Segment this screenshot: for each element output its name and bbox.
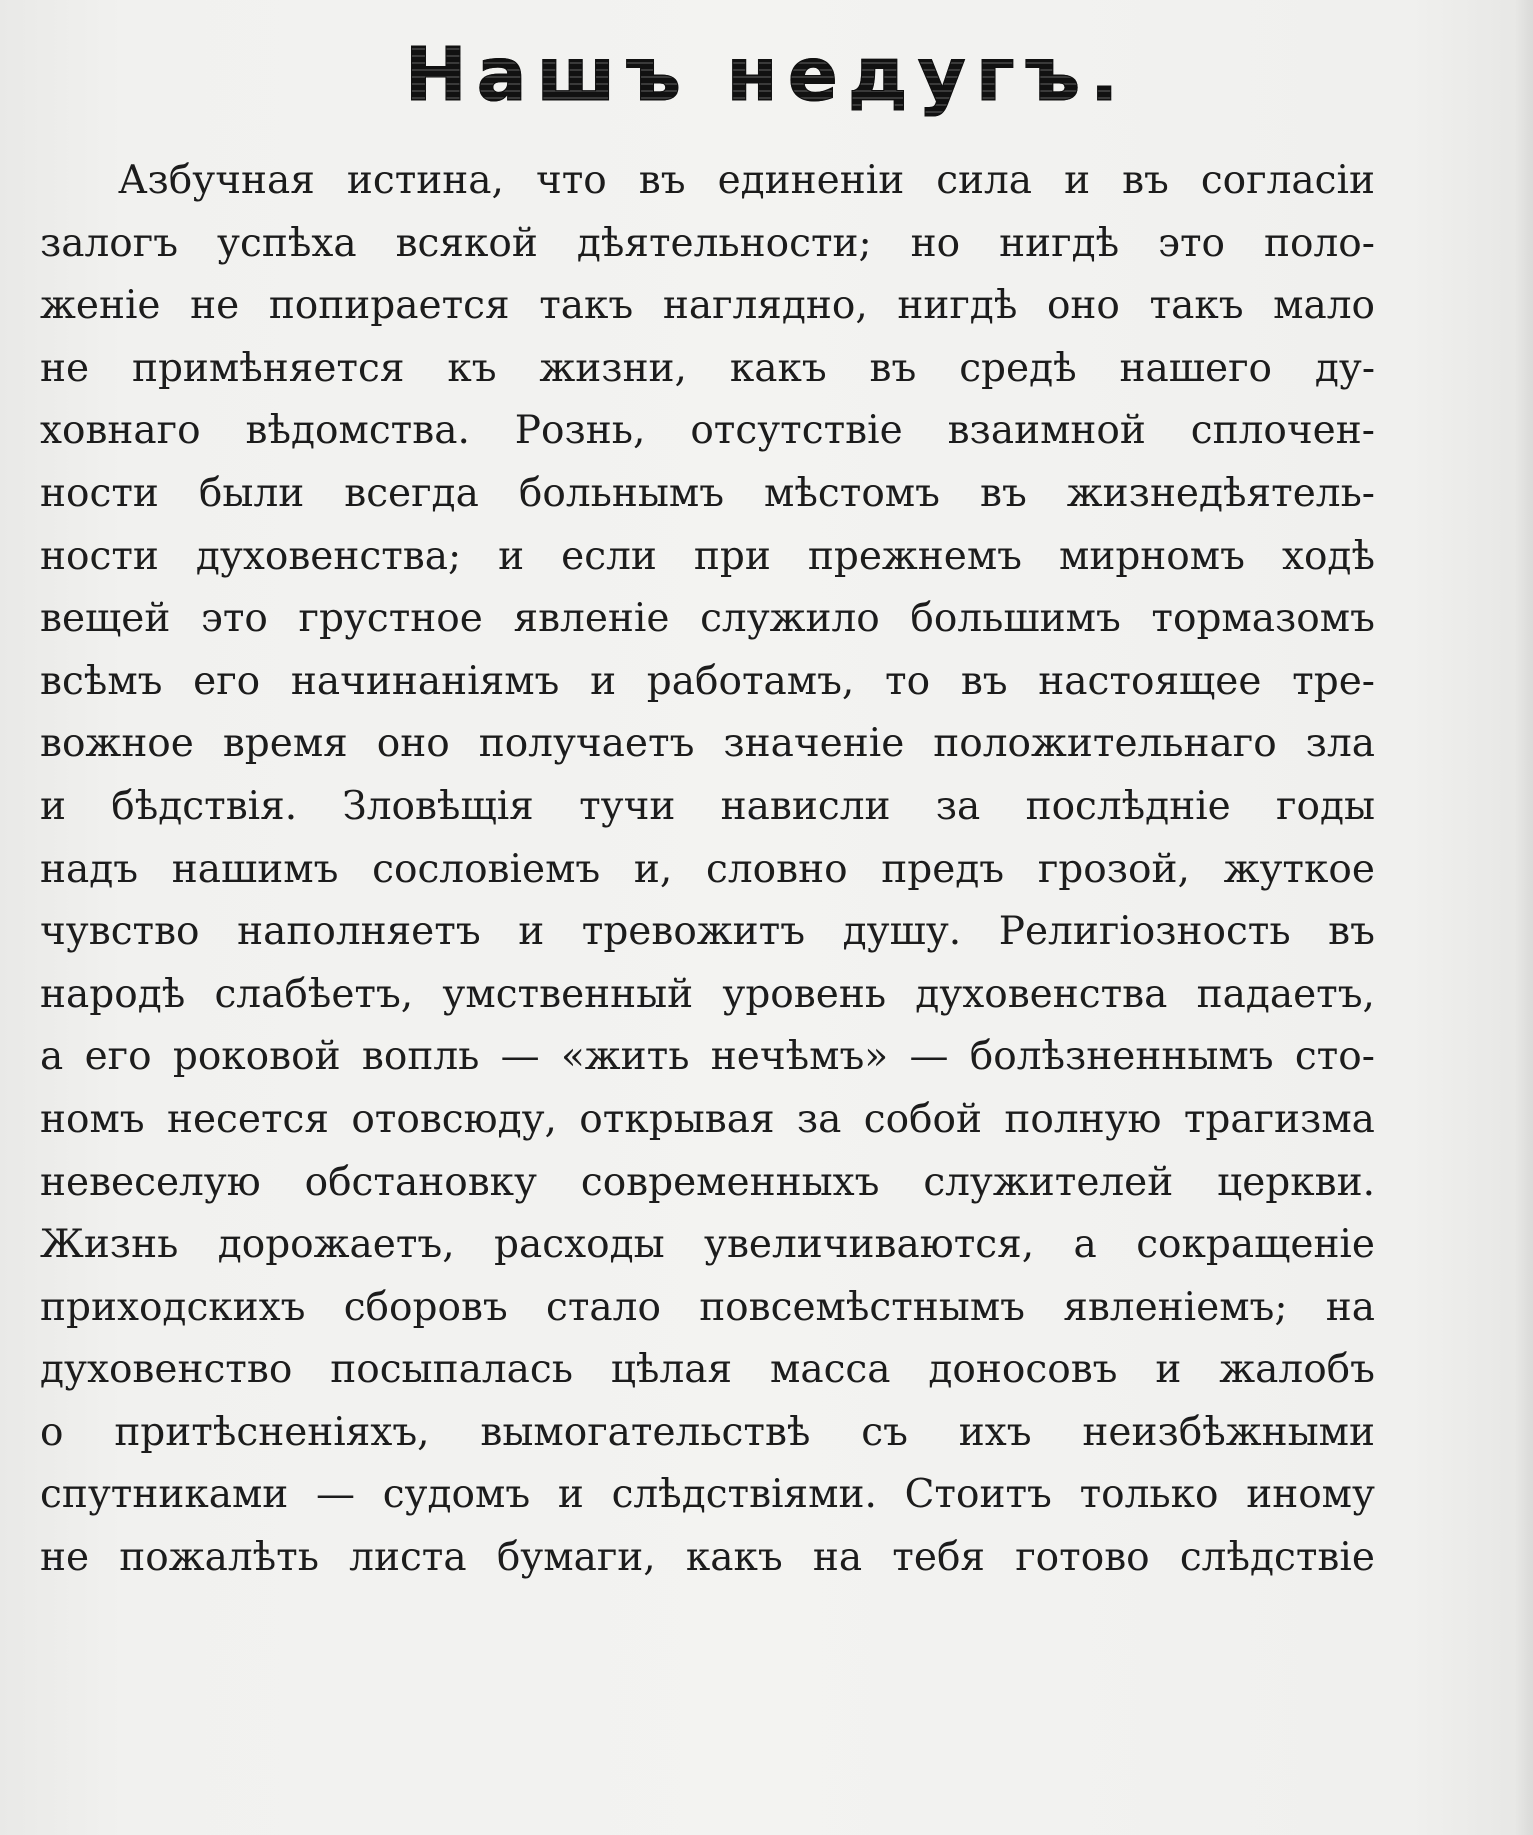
text-line <box>40 776 1375 839</box>
line-words: спутниками — судомъ и слѣдствіями. Стоитъ только иному <box>40 1472 1375 1518</box>
text-line <box>40 400 1375 463</box>
text-line <box>40 1214 1375 1277</box>
line-words: залогъ успѣха всякой дѣятельности; но нигдѣ это поло- <box>40 220 1375 266</box>
text-line <box>40 1089 1375 1152</box>
line-words: надъ нашимъ сословіемъ и, словно предъ грозой, жуткое <box>40 846 1375 892</box>
article-title-text: Нашъ недугъ. <box>404 32 1129 118</box>
line-words: Азбучная истина, что въ единеніи сила и въ согласіи <box>118 158 1375 203</box>
text-line <box>40 463 1375 526</box>
text-line <box>40 713 1375 776</box>
text-line <box>40 1026 1375 1089</box>
line-words: ности были всегда больнымъ мѣстомъ въ жизнедѣятель- <box>40 470 1375 516</box>
text-line <box>40 1339 1375 1402</box>
line-words: ховнаго вѣдомства. Рознь, отсутствіе взаимной сплочен- <box>40 408 1375 454</box>
line-words: женіе не попирается такъ наглядно, нигдѣ оно такъ мало <box>40 283 1375 329</box>
article-body <box>40 150 1375 1590</box>
text-line <box>40 651 1375 714</box>
article-title <box>0 32 1533 118</box>
line-words: вещей это грустное явленіе служило большимъ тормазомъ <box>40 596 1375 642</box>
text-line <box>40 213 1375 276</box>
text-line <box>40 1152 1375 1215</box>
text-line <box>40 1402 1375 1465</box>
page-edge-shadow <box>1515 0 1533 1835</box>
line-words: о притѣсненіяхъ, вымогательствѣ съ ихъ неизбѣжными <box>40 1409 1375 1455</box>
line-words: народѣ слабѣетъ, умственный уровень духовенства падаетъ, <box>40 971 1375 1017</box>
line-words: и бѣдствія. Зловѣщія тучи нависли за послѣдніе годы <box>40 783 1375 829</box>
line-words: невеселую обстановку современныхъ служителей церкви. <box>40 1159 1375 1205</box>
text-line <box>40 1527 1375 1590</box>
line-words: номъ несется отовсюду, открывая за собой полную трагизма <box>40 1096 1375 1142</box>
text-line <box>40 839 1375 902</box>
line-words: чувство наполняетъ и тревожитъ душу. Религіозность въ <box>40 909 1375 955</box>
line-words: ности духовенства; и если при прежнемъ мирномъ ходѣ <box>40 533 1375 579</box>
line-words: не пожалѣть листа бумаги, какъ на тебя готово слѣдствіе <box>40 1535 1375 1581</box>
line-words: а его роковой вопль — «жить нечѣмъ» — болѣзненнымъ сто- <box>40 1034 1375 1080</box>
text-line <box>40 1277 1375 1340</box>
text-line <box>40 338 1375 401</box>
line-words: вожное время оно получаетъ значеніе положительнаго зла <box>40 721 1375 767</box>
line-words: всѣмъ его начинаніямъ и работамъ, то въ настоящее тре- <box>40 658 1375 704</box>
text-line <box>40 150 1375 213</box>
line-words: Жизнь дорожаетъ, расходы увеличиваются, а сокращеніе <box>40 1222 1375 1268</box>
text-line <box>40 526 1375 589</box>
line-words: приходскихъ сборовъ стало повсемѣстнымъ явленіемъ; на <box>40 1284 1375 1330</box>
text-line <box>40 588 1375 651</box>
text-line <box>40 275 1375 338</box>
text-line <box>40 1464 1375 1527</box>
text-line <box>40 964 1375 1027</box>
line-words: не примѣняется къ жизни, какъ въ средѣ нашего ду- <box>40 345 1375 391</box>
line-words: духовенство посыпалась цѣлая масса доносовъ и жалобъ <box>40 1347 1375 1393</box>
text-line <box>40 901 1375 964</box>
